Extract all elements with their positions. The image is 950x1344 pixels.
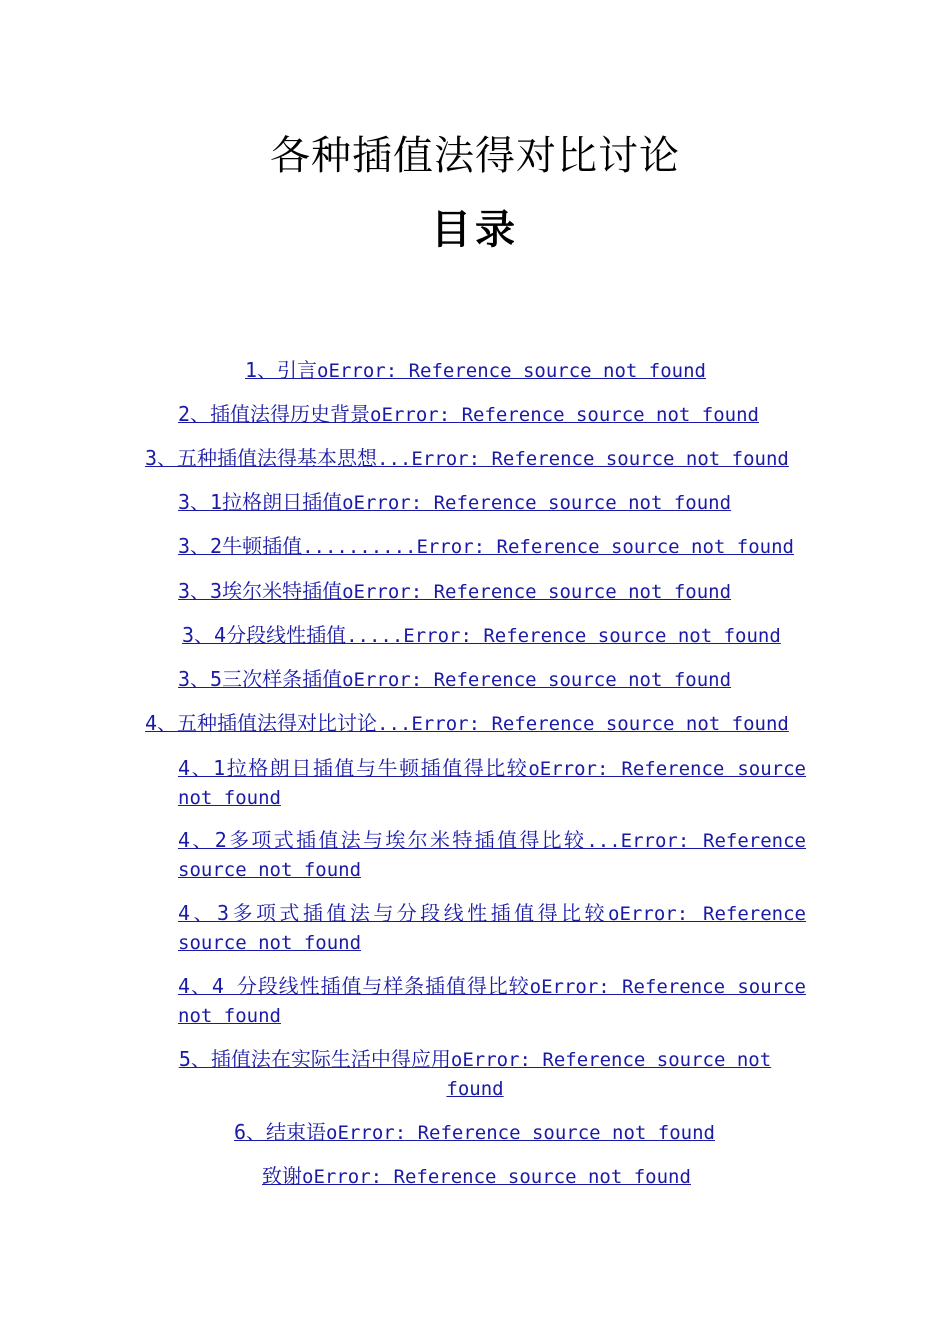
toc-entry-separator: ... [377,713,412,735]
toc-entry-basic-ideas[interactable] [145,444,789,474]
toc-entry-label: 致谢 [262,1164,302,1188]
toc-entry-label: 3、1拉格朗日插值 [178,490,343,514]
toc-entry-separator: o [370,404,382,426]
toc-entry-label: 3、3埃尔米特插值 [178,579,343,603]
toc-entry-page-ref: Error: Reference source not found [328,360,706,382]
toc-entry-page-ref: Error: Reference source not found [337,1122,715,1144]
toc-entry-conclusion[interactable] [234,1118,715,1148]
toc-entry-page-ref: Error: Reference source not found [178,758,806,809]
toc-entry-page-ref: Error: Reference source not found [178,830,806,881]
toc-entry-label: 3、4分段线性插值 [182,623,347,647]
toc-entry-label: 1、引言 [245,358,318,382]
toc-entry-page-ref: Error: Reference source not found [411,448,789,470]
toc-entry-label: 3、2牛顿插值 [178,534,303,558]
toc-entry-label: 4、2多项式插值法与埃尔米特插值得比较 [178,828,587,852]
toc-entry-separator: o [529,976,542,998]
toc-entry-newton[interactable] [178,532,794,562]
toc-entry-label: 4、4 分段线性插值与样条插值得比较 [178,974,530,998]
toc-entry-separator: o [342,492,354,514]
toc-entry-separator: o [326,1122,338,1144]
toc-entry-label: 3、5三次样条插值 [178,667,343,691]
toc-entry-label: 4、1拉格朗日插值与牛顿插值得比较 [178,756,529,780]
toc-entry-history[interactable] [178,400,759,430]
toc-entry-label: 4、3多项式插值法与分段线性插值得比较 [178,901,609,925]
toc-entry-page-ref: Error: Reference source not found [403,625,781,647]
toc-entry-page-ref: Error: Reference source not found [178,976,806,1027]
toc-entry-page-ref: Error: Reference source not found [178,903,806,954]
toc-entry-separator: o [342,581,354,603]
toc-entry-separator: ... [377,448,412,470]
toc-entry-page-ref: Error: Reference source not found [416,536,794,558]
toc-entry-separator: .......... [302,536,417,558]
toc-entry-label: 5、插值法在实际生活中得应用 [178,1047,451,1071]
toc-entry-separator: o [450,1049,463,1071]
toc-entry-separator: o [342,669,354,691]
toc-entry-label: 4、五种插值法得对比讨论 [145,711,378,735]
toc-entry-label: 3、五种插值法得基本思想 [145,446,378,470]
toc-entry-piecewise-linear[interactable] [182,621,781,651]
toc-entry-lagrange-vs-newton[interactable] [178,754,806,813]
toc-entry-comparison[interactable] [145,709,789,739]
toc-entry-page-ref: Error: Reference source not found [313,1166,691,1188]
toc-entry-separator: o [528,758,540,780]
toc-entry-polynomial-vs-hermite[interactable] [178,826,806,885]
toc-entry-intro[interactable] [245,356,706,386]
toc-entry-separator: ..... [346,625,404,647]
toc-entry-hermite[interactable] [178,577,731,607]
toc-entry-page-ref: Error: Reference source not found [353,581,732,603]
toc-entry-separator: o [302,1166,314,1188]
toc-entry-label: 6、结束语 [234,1120,327,1144]
document-title: 各种插值法得对比讨论 [270,133,680,179]
toc-entry-separator: o [608,903,620,925]
toc-entry-page-ref: Error: Reference source not found [446,1049,772,1100]
toc-entry-piecewise-vs-spline[interactable] [178,972,806,1031]
toc-entry-page-ref: Error: Reference source not found [411,713,789,735]
toc-entry-page-ref: Error: Reference source not found [353,492,732,514]
toc-entry-separator: ... [586,830,621,852]
toc-entry-applications[interactable] [155,1045,795,1104]
toc-entry-page-ref: Error: Reference source not found [353,669,732,691]
toc-heading: 目录 [431,206,519,253]
toc-entry-lagrange[interactable] [178,488,731,518]
toc-entry-acknowledgements[interactable] [262,1162,691,1192]
toc-entry-separator: o [317,360,329,382]
toc-entry-label: 2、插值法得历史背景 [178,402,371,426]
toc-entry-polynomial-vs-piecewise[interactable] [178,899,806,958]
toc-entry-cubic-spline[interactable] [178,665,731,695]
toc-entry-page-ref: Error: Reference source not found [381,404,759,426]
